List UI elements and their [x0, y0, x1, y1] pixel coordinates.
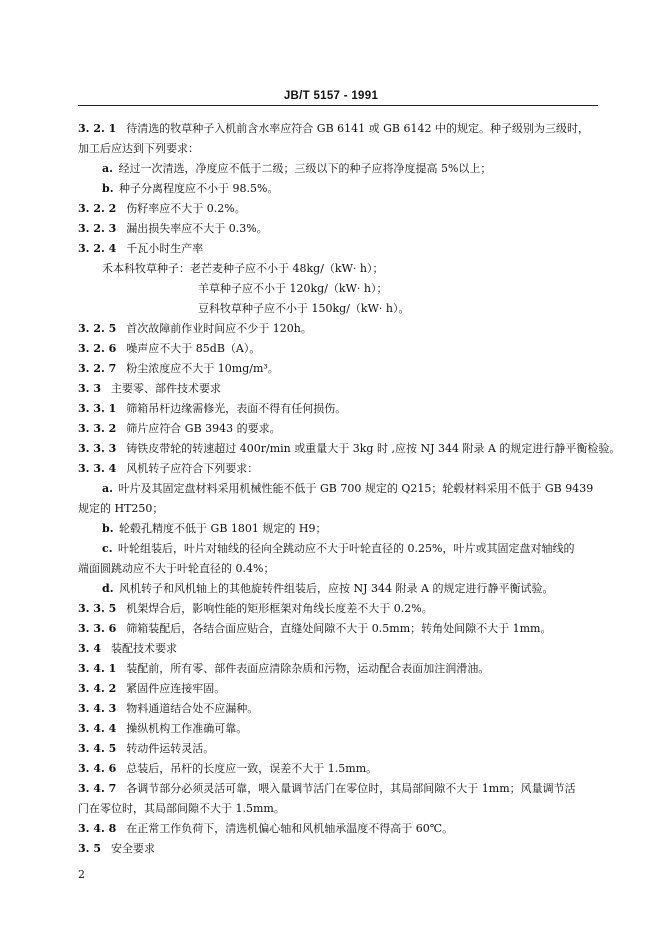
list-item	[102, 520, 326, 538]
clause-text: 转动件运转灵活。	[126, 742, 215, 755]
clause-line	[78, 620, 552, 638]
clause-line	[78, 460, 258, 478]
clause-text: 漏出损失率应不大于 0.3%。	[126, 222, 268, 235]
clause-number: 3. 2. 6	[78, 342, 117, 355]
clause-text: 噪声应不大于 85dB（A）。	[126, 342, 261, 355]
clause-line	[78, 200, 246, 218]
clause-line	[78, 360, 279, 378]
list-continuation	[78, 500, 163, 518]
clause-text: 紧固件应连接牢固。	[126, 682, 226, 695]
clause-line	[78, 340, 260, 358]
clause-text: 伤籽率应不大于 0.2%。	[126, 202, 246, 215]
clause-line	[78, 680, 225, 698]
clause-text: 操纵机构工作准确可靠。	[126, 722, 248, 735]
clause-number: 3. 3. 1	[78, 402, 117, 415]
productivity-line	[198, 300, 409, 318]
list-item	[102, 480, 593, 498]
section-title: 装配技术要求	[110, 642, 177, 655]
list-label: b.	[102, 522, 114, 535]
clause-line	[78, 220, 268, 238]
clause-text: 总装后，吊杆的长度应一致，误差不大于 1.5mm。	[126, 762, 378, 775]
clause-number: 3. 2. 1	[78, 122, 117, 135]
section-number: 3. 5	[78, 842, 101, 855]
list-item	[102, 160, 491, 178]
clause-number: 3. 3. 6	[78, 622, 117, 635]
clause-line	[78, 700, 258, 718]
list-label: a.	[102, 482, 113, 495]
clause-text: 在正常工作负荷下，清选机偏心轴和风机轴承温度不得高于 60℃。	[126, 822, 454, 835]
clause-text: 禾本科牧草种子：老芒麦种子应不小于 48kg/（kW· h）；	[102, 262, 384, 275]
clause-number: 3. 3. 5	[78, 602, 117, 615]
list-text: 种子分离程度应不小于 98.5%。	[119, 182, 279, 195]
clause-line	[78, 440, 620, 458]
clause-line	[78, 740, 214, 758]
list-text: 轮毂孔精度不低于 GB 1801 规定的 H9；	[119, 522, 327, 535]
clause-number: 3. 4. 1	[78, 662, 117, 675]
clause-text: 筛箱吊杆边缘需修光，表面不得有任何损伤。	[126, 402, 347, 415]
clause-line	[78, 780, 576, 798]
clause-line	[78, 420, 281, 438]
productivity-line	[198, 280, 387, 298]
document-header: JB/T 5157 - 1991	[283, 90, 379, 102]
clause-number: 3. 2. 5	[78, 322, 117, 335]
clause-number: 3. 3. 4	[78, 462, 117, 475]
clause-line	[78, 720, 247, 738]
clause-text: 筛片应符合 GB 3943 的要求。	[126, 422, 281, 435]
section-title: 主要零、部件技术要求	[110, 382, 221, 395]
clause-text: 铸铁皮带轮的转速超过 400r/min 或重量大于 3kg 时 ,应按 NJ 344 附录 A 的规定进行静平衡检验。	[126, 442, 621, 455]
list-label: a.	[102, 162, 113, 175]
page-number: 2	[78, 868, 85, 881]
clause-number: 3. 4. 4	[78, 722, 117, 735]
clause-continuation	[78, 800, 285, 818]
clause-number: 3. 2. 2	[78, 202, 117, 215]
list-label: c.	[102, 542, 113, 555]
clause-text: 筛箱装配后，各结合面应贴合，直缝处间隙不大于 0.5mm；转角处间隙不大于 1mm。	[126, 622, 552, 635]
clause-number: 3. 4. 3	[78, 702, 117, 715]
clause-text: 羊草种子应不小于 120kg/（kW· h）；	[198, 282, 388, 295]
header-rule	[78, 105, 598, 106]
clause-number: 3. 4. 6	[78, 762, 117, 775]
section-heading	[78, 380, 221, 398]
clause-number: 3. 2. 7	[78, 362, 117, 375]
clause-line	[78, 120, 589, 138]
clause-text: 物料通道结合处不应漏种。	[126, 702, 259, 715]
clause-text: 风机转子应符合下列要求：	[126, 462, 259, 475]
list-text: 叶轮组装后，叶片对轴线的径向全跳动应不大于叶轮直径的 0.25%，叶片或其固定盘对轴线的	[118, 542, 575, 555]
list-item	[102, 180, 278, 198]
clause-number: 3. 4. 2	[78, 682, 117, 695]
list-item	[102, 580, 554, 598]
section-heading	[78, 640, 177, 658]
clause-number: 3. 3. 3	[78, 442, 117, 455]
list-text: 叶片及其固定盘材料采用机械性能不低于 GB 700 规定的 Q215；轮毂材料采用不低于 GB 9439	[118, 482, 594, 495]
section-number: 3. 4	[78, 642, 101, 655]
clause-line	[78, 400, 346, 418]
clause-number: 3. 2. 3	[78, 222, 117, 235]
clause-line	[78, 760, 377, 778]
list-text: 规定的 HT250；	[78, 502, 164, 515]
clause-line	[78, 820, 453, 838]
clause-number: 3. 2. 4	[78, 242, 117, 255]
clause-text: 首次故障前作业时间应不少于 120h。	[126, 322, 312, 335]
clause-line	[78, 660, 489, 678]
list-text: 端面圆跳动应不大于叶轮直径的 0.4%；	[78, 562, 275, 575]
clause-text: 待清选的牧草种子入机前含水率应符合 GB 6141 或 GB 6142 中的规定。种子级别为三级时，	[126, 122, 589, 135]
list-label: b.	[102, 182, 114, 195]
clause-text: 各调节部分必须灵活可靠，喂入量调节活门在零位时，其局部间隙不大于 1mm；风量调节活	[126, 782, 576, 795]
clause-line	[78, 600, 433, 618]
clause-text: 门在零位时，其局部间隙不大于 1.5mm。	[78, 802, 285, 815]
productivity-line	[102, 260, 383, 278]
clause-number: 3. 4. 5	[78, 742, 117, 755]
clause-number: 3. 4. 8	[78, 822, 117, 835]
clause-number: 3. 4. 7	[78, 782, 117, 795]
clause-text: 豆科牧草种子应不小于 150kg/（kW· h）。	[198, 302, 410, 315]
list-text: 风机转子和风机轴上的其他旋转件组装后，应按 NJ 344 附录 A 的规定进行静平衡试验。	[119, 582, 554, 595]
section-number: 3. 3	[78, 382, 101, 395]
clause-continuation	[78, 140, 199, 158]
section-title: 安全要求	[110, 842, 155, 855]
clause-text: 粉尘浓度应不大于 10mg/m³。	[126, 362, 279, 375]
clause-line	[78, 240, 203, 258]
clause-text: 机架焊合后，影响性能的矩形框架对角线长度差不大于 0.2%。	[126, 602, 433, 615]
clause-line	[78, 320, 312, 338]
list-text: 经过一次清选，净度应不低于二级；三级以下的种子应将净度提高 5%以上；	[118, 162, 492, 175]
clause-text: 加工后应达到下列要求：	[78, 142, 199, 155]
clause-number: 3. 3. 2	[78, 422, 117, 435]
list-continuation	[78, 560, 274, 578]
clause-text: 装配前，所有零、部件表面应清除杂质和污物，运动配合表面加注润滑油。	[126, 662, 490, 675]
list-label: d.	[102, 582, 114, 595]
section-heading	[78, 840, 155, 858]
list-item	[102, 540, 574, 558]
clause-text: 千瓦小时生产率	[126, 242, 204, 255]
